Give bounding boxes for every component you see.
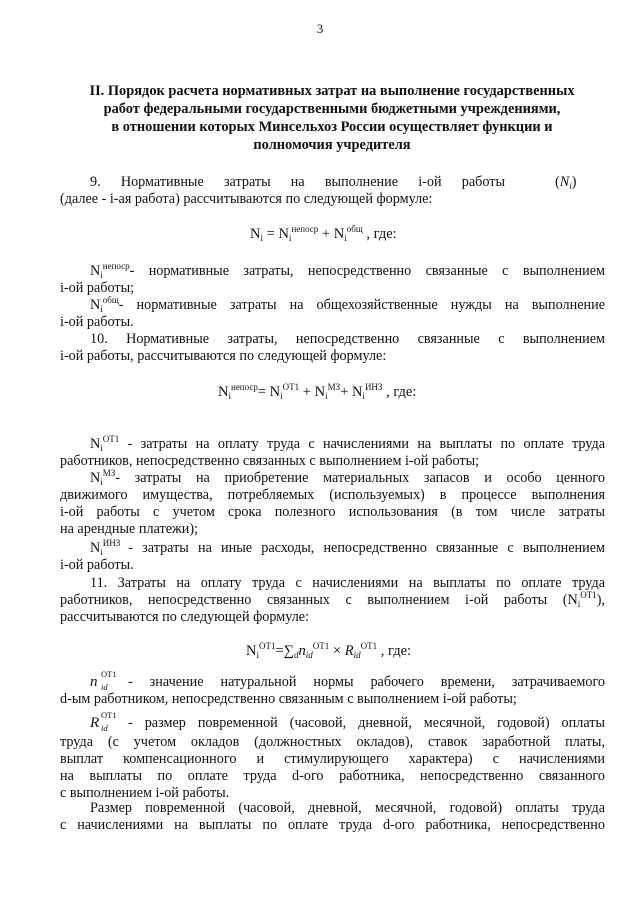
heading-line: II. Порядок расчета нормативных затрат на выполнение государственных xyxy=(89,83,575,99)
formula-symbol: $N_i^{общ}$ xyxy=(90,295,119,314)
paragraph-text: 10. Нормативные затраты, непосредственно связанные с выполнением xyxy=(90,331,605,347)
formula-total-cost: $N_i = N_i^{непоср} + N_i^{общ}$ , где: xyxy=(250,224,397,243)
definition-text: i-ой работы; xyxy=(60,280,135,296)
definition-text: на арендные платежи); xyxy=(60,521,199,537)
definition-text: с выполнением i-ой работы. xyxy=(60,785,230,801)
paragraph-text: с начислениями на выплаты по оплате труда d-ого работника, непосредственно xyxy=(60,817,605,833)
definition-text: i-ой работы. xyxy=(60,314,134,330)
formula-direct-costs: $N_i^{непоср}= N_i^{ОТ1} + N_i^{МЗ}+ N_i^{ИНЗ}$ , где: xyxy=(218,382,417,401)
paragraph-line xyxy=(60,592,605,609)
paragraph-text: рассчитываются по следующей формуле: xyxy=(60,609,310,625)
formula-labor-costs: $N_i^{ОТ1}=\sum_dn_{id}^{ОТ1} \times R_{id}^{ОТ1}$ , где: xyxy=(246,641,412,660)
paragraph-10 xyxy=(60,331,605,365)
definition-text: - нормативные затраты, непосредственно связанные с выполнением xyxy=(129,263,605,279)
formula-symbol: R ОТ1 id xyxy=(90,710,117,733)
definition-general-costs xyxy=(60,297,605,331)
definition-text: - затраты на иные расходы, непосредственно связанные с выполнением xyxy=(128,540,605,556)
definition-text: i-ой работы с учетом срока полезного использования (в том числе затраты xyxy=(60,504,605,520)
heading-line: работ федеральными государственными бюджетными учреждениями, xyxy=(103,101,561,117)
formula-symbol: $N_i^{непоср}$ xyxy=(90,261,130,280)
definition-text: - нормативные затраты на общехозяйственные нужды на выполнение xyxy=(118,297,605,313)
definition-text: труда (с учетом окладов (должностных окладов), ставок заработной платы, xyxy=(60,734,605,750)
paragraph-text: работников, непосредственно связанных с выполнением i-ой работы (N xyxy=(60,592,578,608)
formula-symbol: $(N_i)$ xyxy=(555,174,577,191)
paragraph-11 xyxy=(60,575,605,626)
heading-line: в отношении которых Минсельхоз России осуществляет функции и xyxy=(111,119,553,135)
section-heading xyxy=(62,82,602,154)
paragraph-text: 9. Нормативные затраты на выполнение i-ой работы xyxy=(90,174,505,190)
paragraph-pay-rate xyxy=(60,800,605,834)
definition-text: - затраты на приобретение материальных запасов и особо ценного xyxy=(115,470,605,486)
paragraph-text: i-ой работы, рассчитываются по следующей формуле: xyxy=(60,348,387,364)
paragraph-text: 11. Затраты на оплату труда с начислениями на выплаты по оплате труда xyxy=(90,575,605,591)
definition-time-norm xyxy=(60,669,605,708)
definition-text: работников, непосредственно связанных с выполнением i-ой работы; xyxy=(60,453,480,469)
definition-text: - затраты на оплату труда с начислениями на выплаты по оплате труда xyxy=(119,436,605,452)
definition-labor-costs xyxy=(60,436,605,470)
definition-text: - значение натуральной нормы рабочего времени, затрачиваемого xyxy=(128,674,605,690)
formula-symbol: $_i^{ОТ1}$), xyxy=(577,590,605,609)
heading-line: полномочия учредителя xyxy=(253,137,411,153)
definition-text: выплат компенсационного и стимулирующего характера) с начислениями xyxy=(60,751,605,767)
definition-text: i-ой работы. xyxy=(60,557,134,573)
definition-pay-rate xyxy=(60,710,605,802)
formula-symbol: $N_i^{МЗ}$ xyxy=(90,468,116,487)
formula-symbol: n ОТ1 id xyxy=(90,669,117,692)
definition-text: - размер повременной (часовой, дневной, месячной, годовой) оплаты xyxy=(128,715,605,731)
definition-direct-costs xyxy=(60,263,605,297)
formula-symbol: $N_i^{ИНЗ}$ xyxy=(90,538,121,557)
definition-text: на выплаты по оплате труда d-ого работника, непосредственно связанного xyxy=(60,768,605,784)
paragraph-text: (далее - i-ая работа) рассчитываются по следующей формуле: xyxy=(60,191,433,207)
paragraph-text: Размер повременной (часовой, дневной, месячной, годовой) оплаты труда xyxy=(90,800,605,816)
definition-text: движимого имущества, потребляемых (используемых) в процессе выполнения xyxy=(60,487,605,503)
definition-text: d-ым работником, непосредственно связанным с выполнением i-ой работы; xyxy=(60,691,517,707)
definition-other-costs xyxy=(60,540,605,574)
definition-material-costs xyxy=(60,470,605,538)
paragraph-9 xyxy=(60,174,605,208)
formula-symbol: $N_i^{ОТ1}$ xyxy=(90,434,120,453)
page-number: 3 xyxy=(316,21,324,36)
